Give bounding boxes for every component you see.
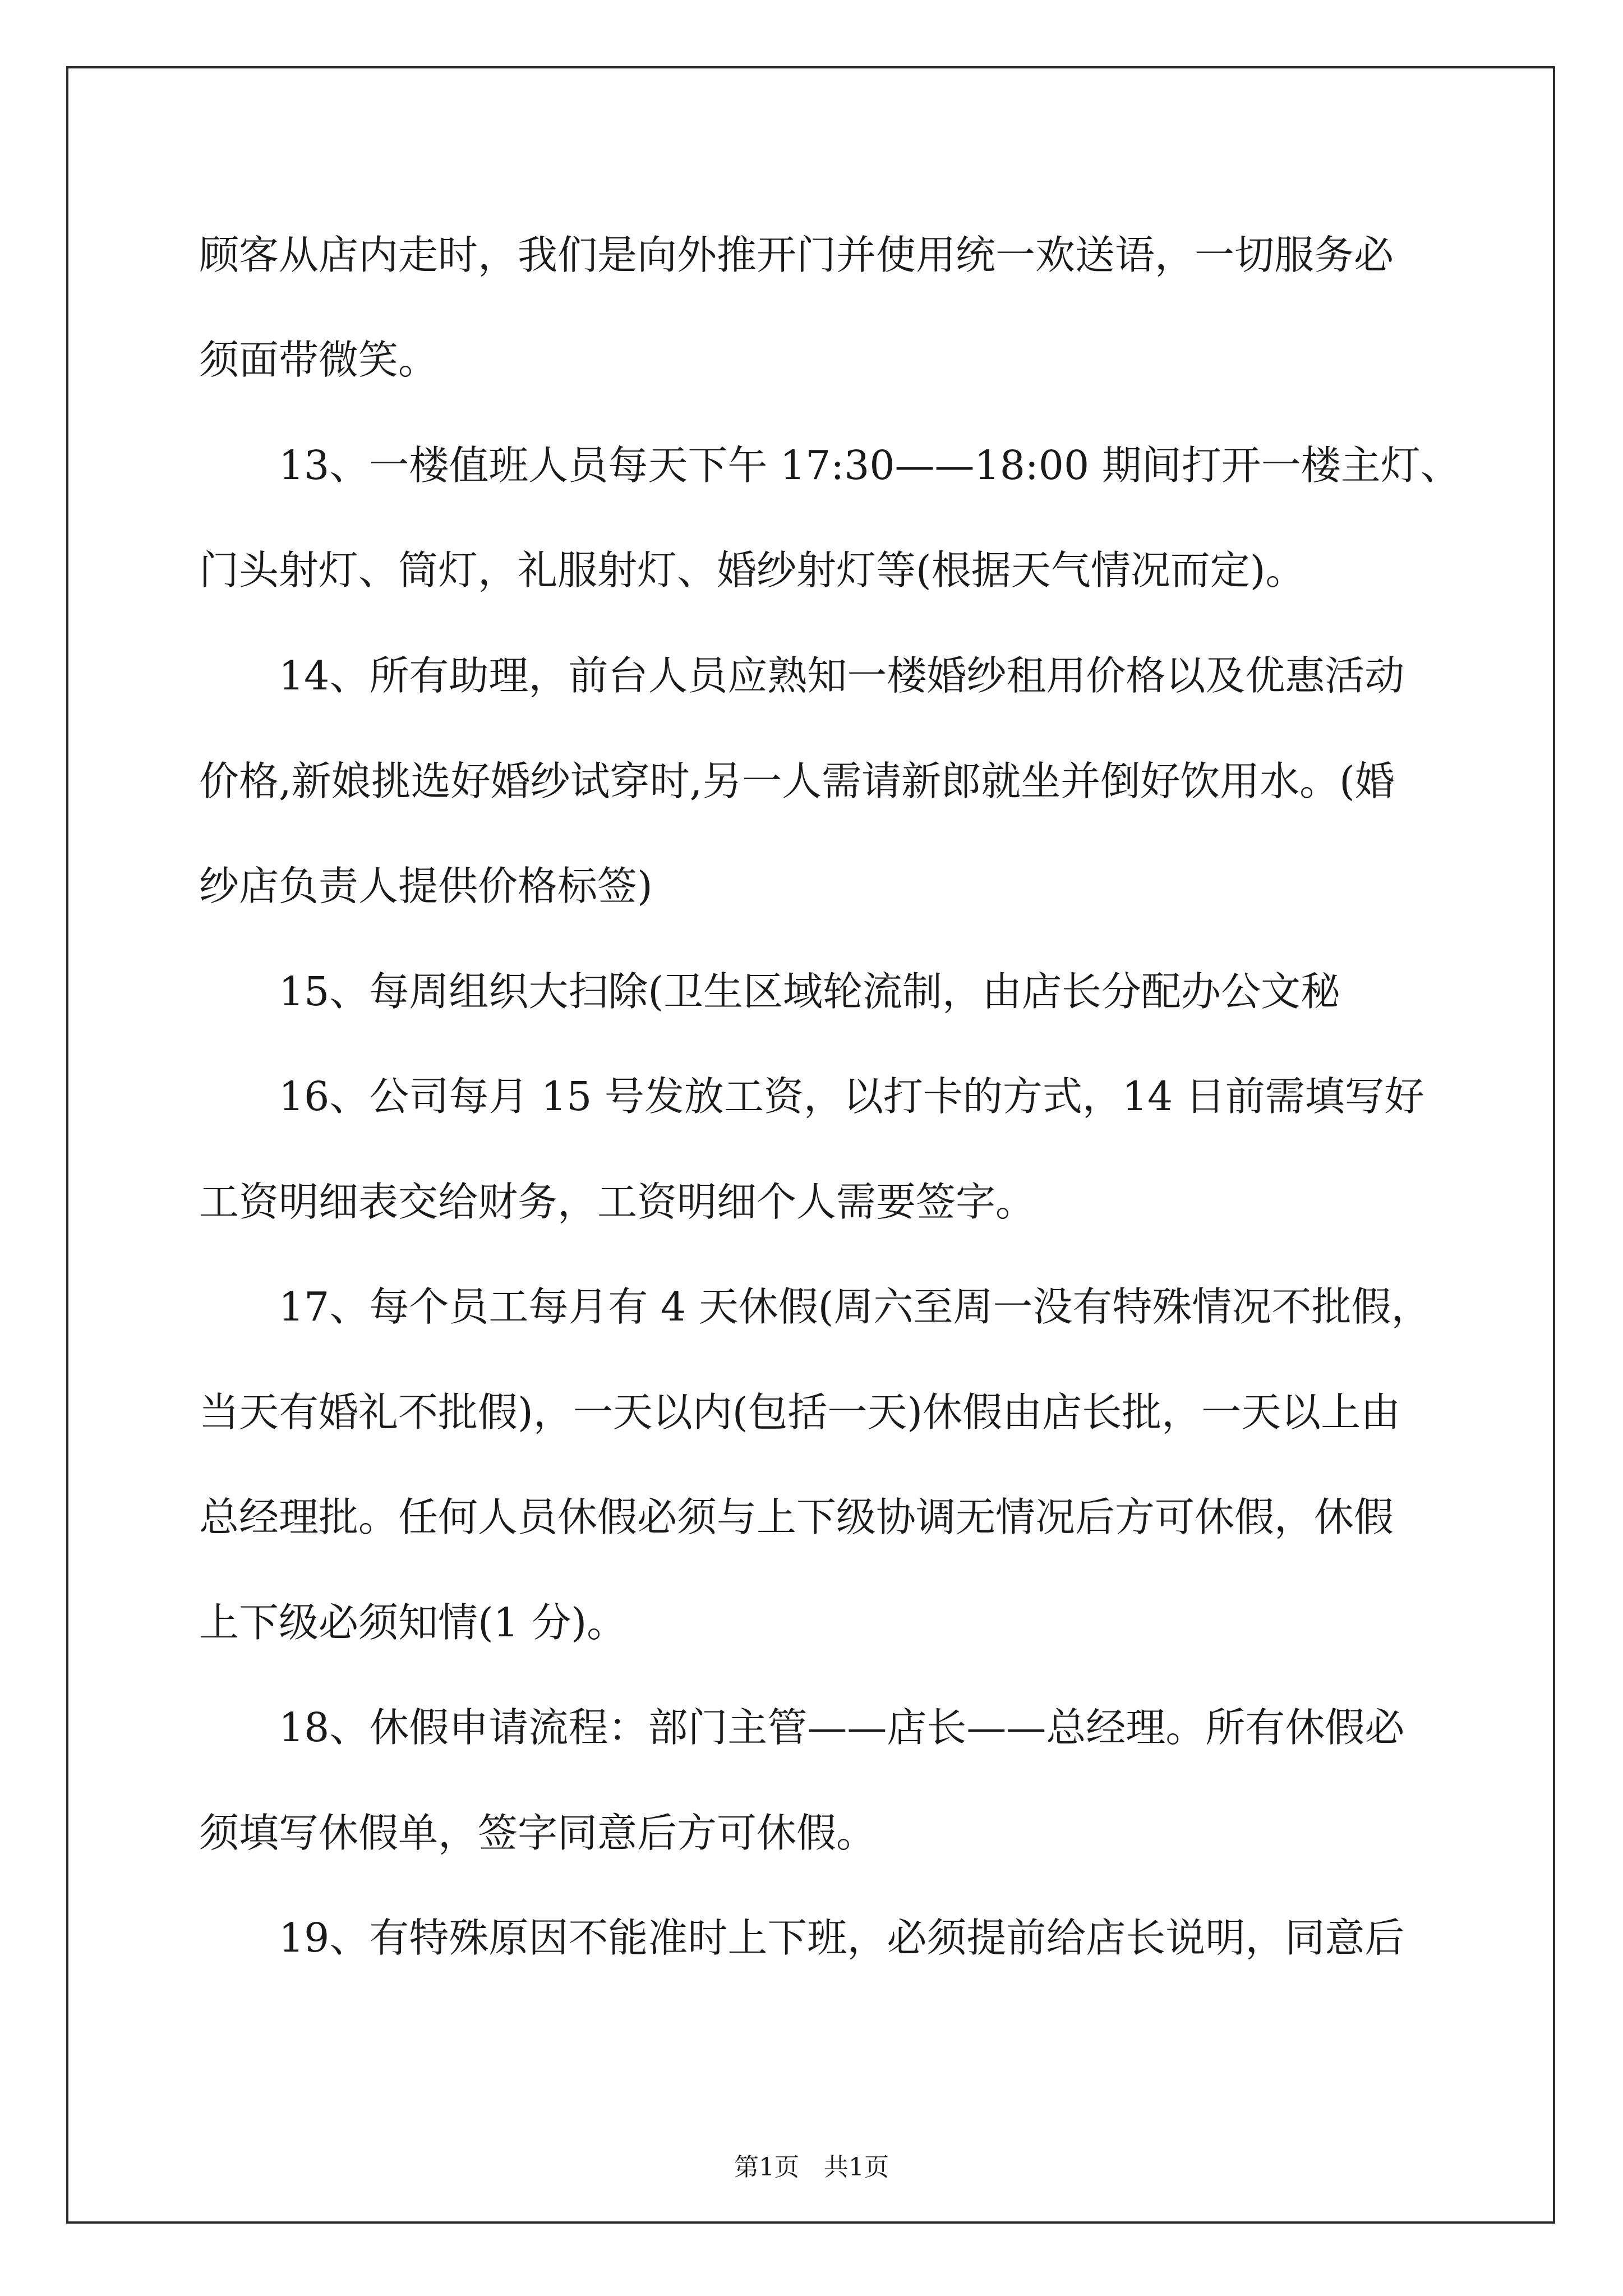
text-line: 15、每周组织大扫除(卫生区域轮流制，由店长分配办公文秘 [279,968,1341,1015]
page-footer: 第1页 共1页 [734,2153,889,2182]
text-line: 总经理批。任何人员休假必须与上下级协调无情况后方可休假，休假 [199,1494,1394,1540]
text-line: 须面带微笑。 [199,337,439,383]
text-line: 工资明细表交给财务，工资明细个人需要签字。 [199,1179,1036,1225]
page-border [66,66,1555,2224]
text-line: 价格,新娘挑选好婚纱试穿时,另一人需请新郎就坐并倒好饮用水。(婚 [199,758,1395,804]
text-line: 当天有婚礼不批假)，一天以内(包括一天)休假由店长批，一天以上由 [199,1389,1401,1435]
text-line: 须填写休假单，签字同意后方可休假。 [199,1810,877,1856]
text-line: 19、有特殊原因不能准时上下班，必须提前给店长说明，同意后 [279,1915,1405,1961]
text-line: 门头射灯、筒灯，礼服射灯、婚纱射灯等(根据天气情况而定)。 [199,547,1306,593]
text-line: 纱店负责人提供价格标签) [199,863,653,909]
text-line: 上下级必须知情(1 分)。 [199,1599,627,1646]
text-line: 17、每个员工每月有 4 天休假(周六至周一没有特殊情况不批假， [279,1283,1431,1330]
text-line: 16、公司每月 15 号发放工资，以打卡的方式，14 日前需填写好 [279,1073,1424,1120]
text-line: 13、一楼值班人员每天下午 17:30——18:00 期间打开一楼主灯、 [279,442,1460,489]
text-line: 18、休假申请流程：部门主管——店长——总经理。所有休假必 [279,1704,1405,1751]
text-line: 顾客从店内走时，我们是向外推开门并使用统一欢送语，一切服务必 [199,232,1394,278]
text-line: 14、所有助理，前台人员应熟知一楼婚纱租用价格以及优惠活动 [279,652,1405,699]
